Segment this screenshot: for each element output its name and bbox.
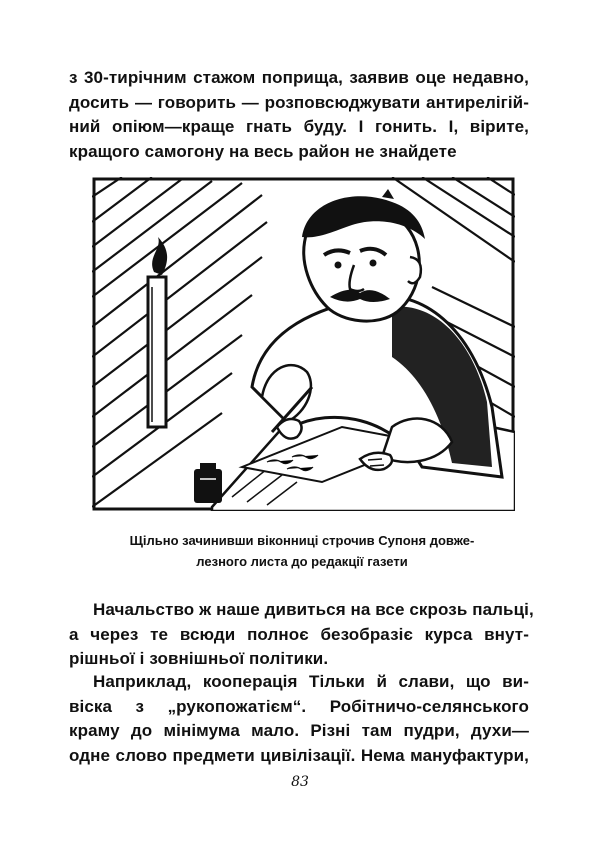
illustration-man-writing-letter [92,177,515,511]
text-line: кращого самогону на весь район не знайдете [69,141,457,161]
text-line: Начальство ж наше дивиться на все скрозь пальці, [93,600,534,619]
text-line: з 30-тирічним стажом поприща, заявив оце недавно, [69,68,529,87]
paragraph-2 [69,598,534,672]
text-line: віска з „рукопожатієм“. Робітничо-селянського [69,696,529,716]
caption-line: Щільно зачинивши віконниці строчив Супоня довже- [129,533,475,548]
inkwell [194,463,222,503]
page-number: 83 [291,774,309,790]
illustration-caption [92,530,512,572]
text-line: одне слово предмети цивілізації. Нема мануфактури, [69,745,529,765]
paragraph-1 [69,66,529,164]
text-line: досить — говорить — розповсюджувати антирелігій- [69,92,529,112]
caption-line: лезного листа до редакції газети [196,554,408,569]
text-line: а через те всюди полноє безобразіє курса внут- [69,624,529,644]
text-line: ний опіюм—краще гнать буду. І гонить. І, вірите, [69,117,529,136]
paragraph-3 [69,670,529,768]
text-line: Наприклад, кооперація Тільки й слави, що ви- [93,672,529,691]
text-line: рішньої і зовнішньої політики. [69,649,329,668]
text-line: краму до мінімума мало. Різні там пудри, духи— [69,721,529,740]
